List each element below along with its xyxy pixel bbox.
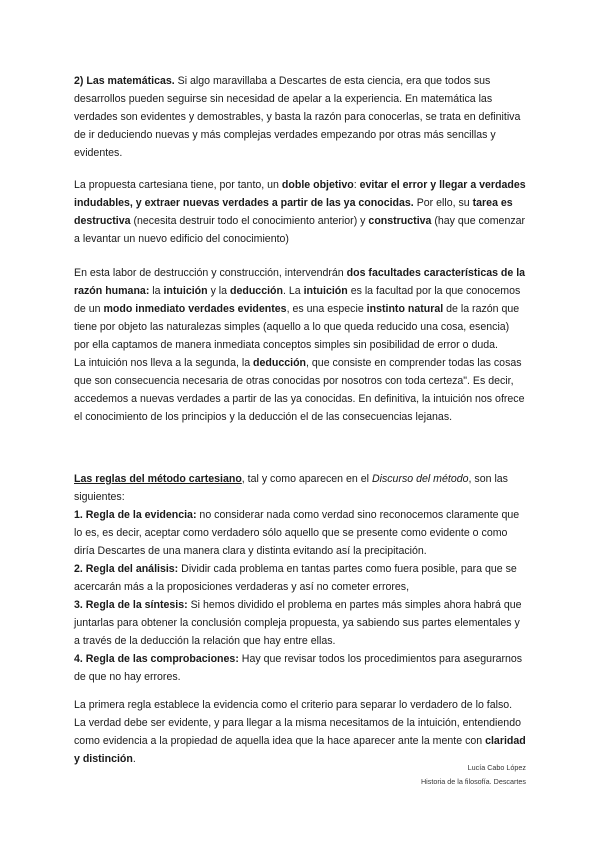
paragraph-reglas <box>74 470 526 686</box>
rule-item-comprobaciones <box>74 650 526 686</box>
heading-matematicas: 2) Las matemáticas. <box>74 75 175 87</box>
bold-text: intuición <box>163 285 208 297</box>
text: En esta labor de destrucción y construcción, intervendrán <box>74 267 347 279</box>
rule-title: 1. Regla de la evidencia: <box>74 509 197 521</box>
paragraph-primera-regla <box>74 696 526 768</box>
text: La primera regla establece la evidencia como el criterio para separar lo verdadero de lo falso. La verdad debe ser evidente, y para llegar a la misma necesitamos de la intuición, entendiendo como evidencia a la propiedad de aquella idea que la hace aparecer ante la mente con <box>74 699 521 747</box>
text: La intuición nos lleva a la segunda, la <box>74 357 254 369</box>
text: , es una especie <box>286 303 367 315</box>
text-matematicas: Si algo maravillaba a Descartes de esta ciencia, era que todos sus desarrollos pueden seguirse sin necesidad de apelar a la experiencia. En matemática las verdades son evidentes y demostrables, y basta la razón para conocerlas, se trata en definitiva de ir deduciendo nuevas y más complejas verdades empezando por otras más sencillas y evidentes. <box>74 75 521 159</box>
bold-text: tarea es destructiva <box>74 197 513 227</box>
text: Por ello, su <box>413 197 473 209</box>
footer-author: Lucía Cabo López <box>467 763 526 772</box>
bold-text: claridad y distinción <box>74 735 526 765</box>
rule-text: Dividir cada problema en tantas partes como fuera posible, para que se acercarán más a la proposiciones verdaderas y así no cometer errores, <box>74 563 517 593</box>
text: la <box>149 285 164 297</box>
bold-text: intuición <box>303 285 348 297</box>
paragraph-facultades <box>74 264 526 426</box>
rule-title: 2. Regla del análisis: <box>74 563 179 575</box>
text: (necesita destruir todo el conocimiento anterior) y <box>130 215 369 227</box>
footer-course: Historia de la filosofía. Descartes <box>420 777 526 786</box>
text: . La <box>282 285 304 297</box>
text: de la razón que tiene por objeto las naturalezas simples (aquello a lo que queda reducido una cosa, esencia) por ella captamos de manera inmediata conceptos simples sin posibilidad de error o duda. <box>74 303 520 351</box>
text: , tal y como aparecen en el <box>241 473 372 485</box>
text: (hay que comenzar a levantar un nuevo edificio del conocimiento) <box>74 215 526 245</box>
text: , que consiste en comprender todas las cosas que son consecuencia necesaria de otras conocidas por nosotros con toda certeza". Es decir, accedemos a nuevas verdades a partir de las ya conocidas. En definitiva, la intuición nos ofrece el conocimiento de los principios y la deducción el de las consecuencias lejanas. <box>74 357 525 423</box>
text: y la <box>207 285 230 297</box>
heading-reglas <box>74 473 242 485</box>
bold-text: evitar el error y llegar a verdades indudables, y extraer nuevas verdades a partir de las ya conocidas. <box>74 179 526 209</box>
rule-title: 3. Regla de la síntesis: <box>74 599 188 611</box>
rule-text: Si hemos dividido el problema en partes más simples ahora habrá que juntarlas para obtener la conclusión compleja propuesta, ya sabiendo sus partes elementales y a través de la deducción la relación que hay entre ellas. <box>74 599 522 647</box>
rule-title: 4. Regla de las comprobaciones: <box>74 653 239 665</box>
bold-text: constructiva <box>368 215 432 227</box>
paragraph-matematicas <box>74 72 526 162</box>
italic-text: Discurso del método <box>371 473 469 485</box>
rule-item-analisis <box>74 560 526 596</box>
bold-text: instinto natural <box>366 303 444 315</box>
bold-text: deducción <box>230 285 283 297</box>
bold-text: doble objetivo <box>281 179 354 191</box>
rule-item-sintesis <box>74 596 526 650</box>
rule-text: Hay que revisar todos los procedimientos para asegurarnos de que no hay errores. <box>74 653 523 683</box>
paragraph-propuesta <box>74 176 526 248</box>
bold-text: dos facultades características de la razón humana: <box>74 267 526 297</box>
rule-text: no considerar nada como verdad sino reconocemos claramente que lo es, es decir, aceptar como verdadero sólo aquello que se presente como evidente o como diría Descartes de una manera clara y distinta evitando así la precipitación. <box>74 509 520 557</box>
heading-reglas-text: Las reglas del método cartesiano <box>74 473 242 485</box>
bold-text: deducción <box>253 357 307 369</box>
text: . <box>132 753 136 765</box>
text: , son las siguientes: <box>74 473 508 503</box>
text: es la facultad por la que conocemos de un <box>74 285 521 315</box>
rule-item-evidencia <box>74 506 526 560</box>
bold-text: modo inmediato verdades evidentes <box>103 303 287 315</box>
text: La propuesta cartesiana tiene, por tanto, un <box>74 179 282 191</box>
text: : <box>353 179 360 191</box>
